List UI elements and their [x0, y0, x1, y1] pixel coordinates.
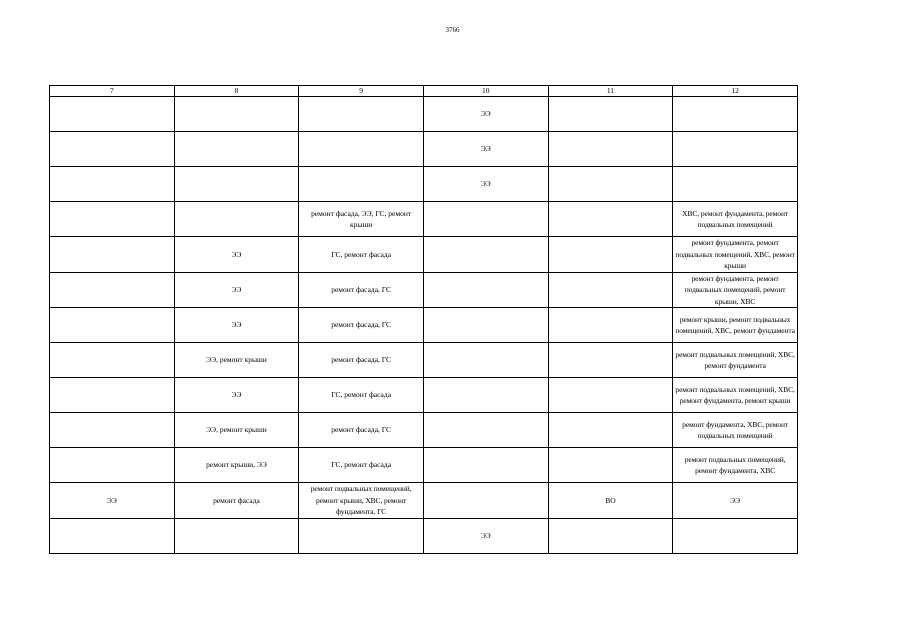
table-cell: ремонт фасада, ГС: [299, 413, 424, 448]
table-cell: ЭЭ, ремонт крыши: [174, 343, 299, 378]
table-cell: ремонт фасада, ГС: [299, 343, 424, 378]
table-row: [50, 132, 798, 167]
table-cell: [174, 518, 299, 553]
table-cell: [174, 202, 299, 237]
table-cell: [174, 132, 299, 167]
table-row: [50, 237, 798, 273]
column-header-12: 12: [673, 86, 798, 97]
header-row: [50, 86, 798, 97]
table-cell: ЭЭ: [423, 97, 548, 132]
table-cell: [423, 378, 548, 413]
table-cell: [50, 343, 175, 378]
works-table: [49, 85, 798, 554]
table-cell: [423, 202, 548, 237]
table-body: [50, 97, 798, 554]
page-number: 3766: [445, 26, 460, 34]
table-cell: ремонт фасада, ГС: [299, 272, 424, 308]
table-cell: ГС, ремонт фасада: [299, 448, 424, 483]
table-cell: [299, 518, 424, 553]
table-cell: [548, 97, 673, 132]
table-cell: ЭЭ: [174, 237, 299, 273]
table-cell: [50, 202, 175, 237]
table-cell: ЭЭ: [174, 308, 299, 343]
table-cell: ремонт фундамента, ХВС, ремонт подвальных помещений: [673, 413, 798, 448]
table-cell: [548, 132, 673, 167]
table-row: [50, 167, 798, 202]
table-row: [50, 483, 798, 519]
table-header: [50, 86, 798, 97]
table-cell: [50, 237, 175, 273]
table-row: [50, 518, 798, 553]
table-cell: [548, 343, 673, 378]
table-cell: [50, 518, 175, 553]
table-cell: [50, 132, 175, 167]
table-row: [50, 202, 798, 237]
table-cell: [423, 343, 548, 378]
table-cell: [299, 132, 424, 167]
table-cell: [50, 378, 175, 413]
column-header-7: 7: [50, 86, 175, 97]
table-cell: ХВС, ремонт фундамента, ремонт подвальных помещений: [673, 202, 798, 237]
table-cell: [423, 483, 548, 519]
table-cell: [423, 448, 548, 483]
table-cell: [548, 308, 673, 343]
table-cell: [548, 272, 673, 308]
column-header-11: 11: [548, 86, 673, 97]
table-cell: [50, 272, 175, 308]
table-cell: [548, 413, 673, 448]
table-cell: ВО: [548, 483, 673, 519]
table-cell: [548, 448, 673, 483]
table-cell: [673, 97, 798, 132]
table-cell: [548, 378, 673, 413]
table-cell: ЭЭ: [423, 518, 548, 553]
table-cell: [423, 272, 548, 308]
table-cell: [50, 97, 175, 132]
table-cell: ремонт фасада, ЭЭ, ГС, ремонт крыши: [299, 202, 424, 237]
table-cell: [50, 413, 175, 448]
table-cell: ремонт подвальных помещений, ХВС, ремонт фундамента, ремонт крыши: [673, 378, 798, 413]
table-cell: ЭЭ: [673, 483, 798, 519]
table-cell: ЭЭ: [423, 132, 548, 167]
table-cell: [423, 308, 548, 343]
table-cell: [299, 167, 424, 202]
table-cell: [423, 237, 548, 273]
table-row: [50, 308, 798, 343]
table-cell: ремонт крыши, ремонт подвальных помещений, ХВС, ремонт фундамента: [673, 308, 798, 343]
column-header-8: 8: [174, 86, 299, 97]
table-row: [50, 272, 798, 308]
column-header-10: 10: [423, 86, 548, 97]
table-row: [50, 343, 798, 378]
table-cell: [548, 518, 673, 553]
table-cell: ремонт крыши, ЭЭ: [174, 448, 299, 483]
table-cell: [174, 97, 299, 132]
table-cell: ЭЭ: [174, 272, 299, 308]
table-cell: ЭЭ: [423, 167, 548, 202]
table-row: [50, 97, 798, 132]
table-cell: [174, 167, 299, 202]
table-cell: [548, 237, 673, 273]
table-cell: [548, 167, 673, 202]
table-cell: [423, 413, 548, 448]
table-cell: ЭЭ: [50, 483, 175, 519]
column-header-9: 9: [299, 86, 424, 97]
table-cell: [548, 202, 673, 237]
table-cell: [673, 167, 798, 202]
table-cell: ремонт фасада: [174, 483, 299, 519]
table-cell: ЭЭ: [174, 378, 299, 413]
table-cell: [673, 132, 798, 167]
table-cell: ремонт подвальных помещений, ремонт фундамента, ХВС: [673, 448, 798, 483]
table-cell: [673, 518, 798, 553]
table-cell: ремонт фасада, ГС: [299, 308, 424, 343]
table-row: [50, 378, 798, 413]
table-cell: ГС, ремонт фасада: [299, 237, 424, 273]
table-cell: ремонт фундамента, ремонт подвальных помещений, ХВС, ремонт крыши: [673, 237, 798, 273]
table-cell: [299, 97, 424, 132]
table-cell: [50, 167, 175, 202]
table-row: [50, 448, 798, 483]
table-cell: ремонт подвальных помещений, ХВС, ремонт фундамента: [673, 343, 798, 378]
table-cell: [50, 448, 175, 483]
table-cell: ремонт фундамента, ремонт подвальных помещений, ремонт крыши, ХВС: [673, 272, 798, 308]
table-cell: ремонт подвальных помещений, ремонт крыши, ХВС, ремонт фундамента, ГС: [299, 483, 424, 519]
table-cell: ГС, ремонт фасада: [299, 378, 424, 413]
table-cell: ЭЭ, ремонт крыши: [174, 413, 299, 448]
table-cell: [50, 308, 175, 343]
table-row: [50, 413, 798, 448]
